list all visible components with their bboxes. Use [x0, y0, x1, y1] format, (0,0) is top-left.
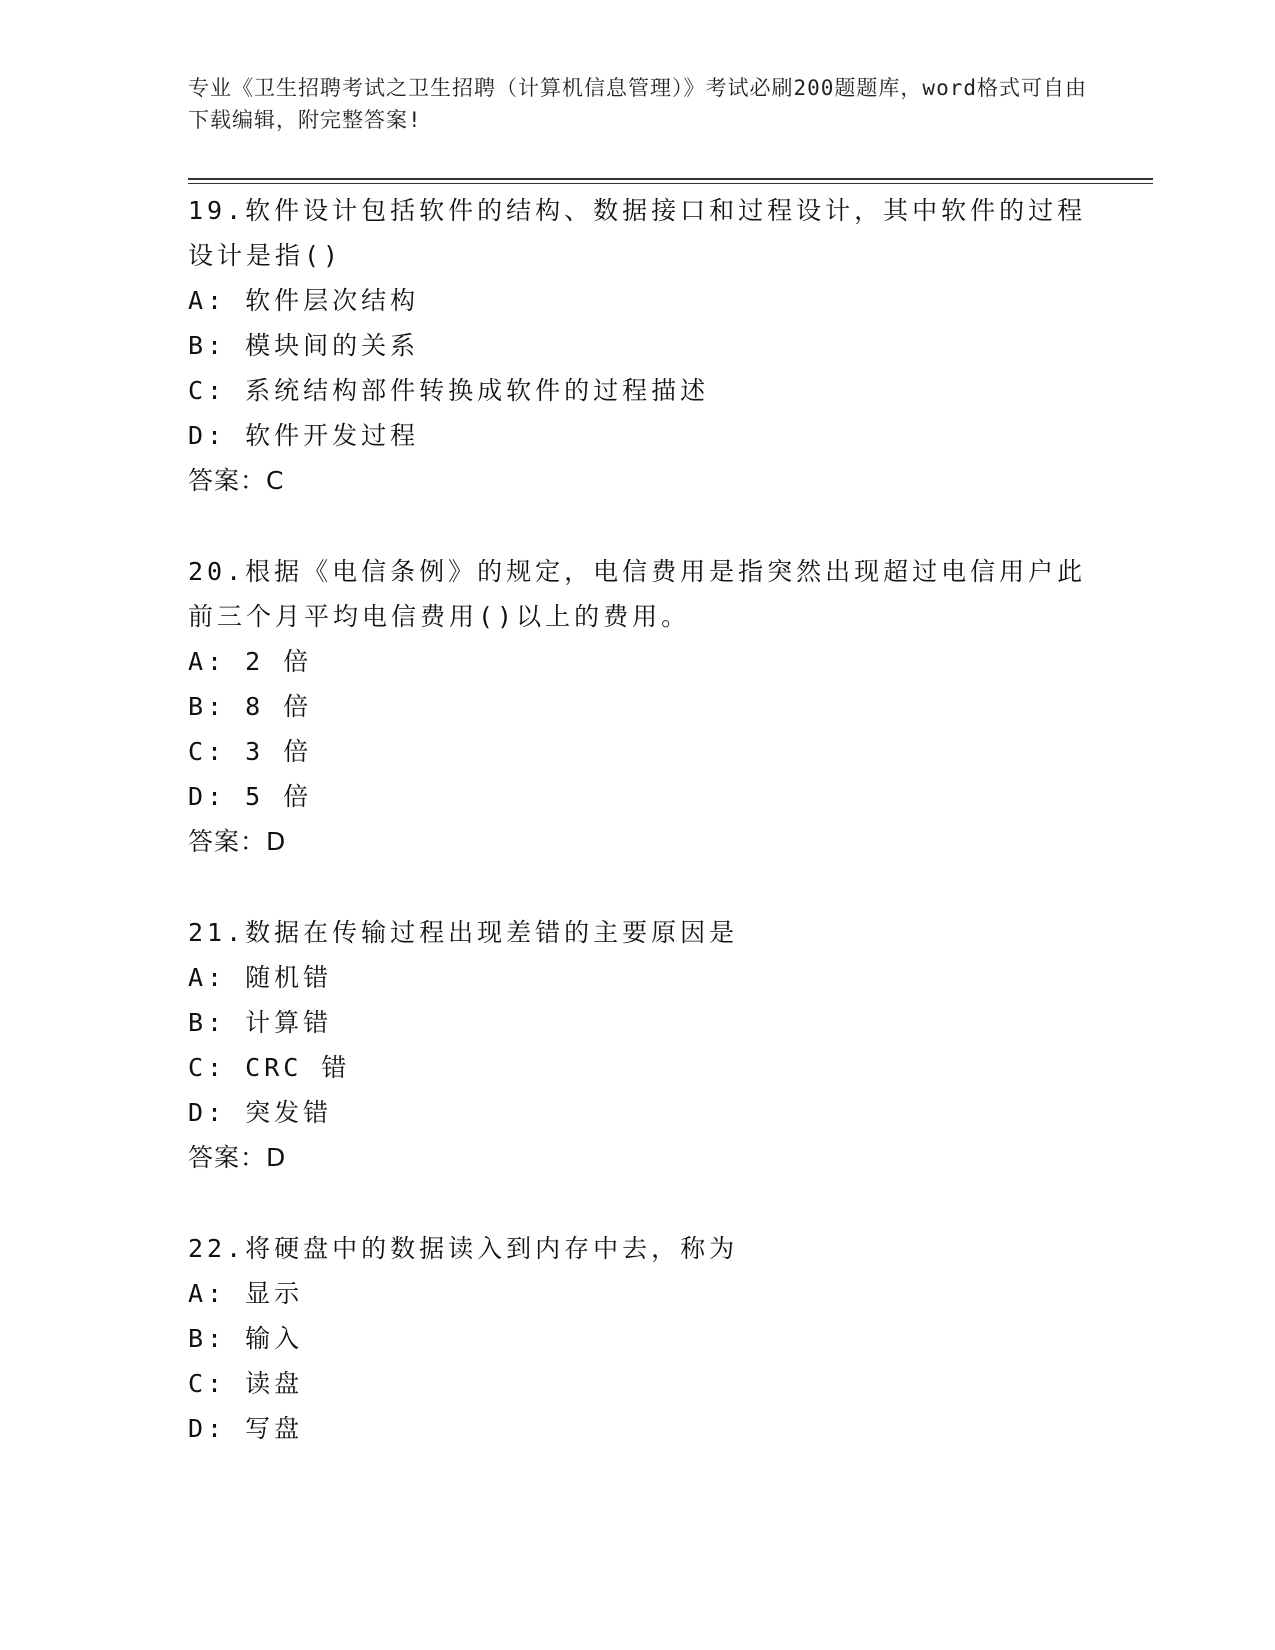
option-label: D: — [188, 421, 227, 450]
option-label: D: — [188, 1414, 227, 1443]
option-text: 软件开发过程 — [245, 421, 420, 450]
option-a — [188, 1271, 1088, 1316]
option-text: 3 倍 — [245, 737, 313, 766]
option-label: C: — [188, 1053, 227, 1082]
option-text: 写盘 — [245, 1414, 304, 1443]
option-c — [188, 368, 1088, 413]
question-stem: 21.数据在传输过程出现差错的主要原因是 — [188, 918, 739, 947]
option-label: A: — [188, 963, 227, 992]
question-20 — [188, 549, 1088, 864]
option-label: B: — [188, 331, 227, 360]
option-label: B: — [188, 1324, 227, 1353]
option-d — [188, 413, 1088, 458]
question-stem: 22.将硬盘中的数据读入到内存中去，称为 — [188, 1234, 739, 1263]
option-text: 计算错 — [245, 1008, 333, 1037]
option-a — [188, 955, 1088, 1000]
option-b — [188, 1000, 1088, 1045]
question-list — [188, 188, 1088, 1497]
answer-line — [188, 819, 1088, 864]
option-text: 显示 — [245, 1279, 304, 1308]
answer-label: 答案： — [188, 827, 267, 856]
option-d — [188, 1090, 1088, 1135]
option-label: A: — [188, 286, 227, 315]
option-text: CRC 错 — [245, 1053, 351, 1082]
option-text: 突发错 — [245, 1098, 333, 1127]
option-text: 随机错 — [245, 963, 333, 992]
header-divider-thin — [188, 183, 1153, 184]
option-c — [188, 729, 1088, 774]
option-a — [188, 639, 1088, 684]
option-text: 8 倍 — [245, 692, 313, 721]
option-b — [188, 684, 1088, 729]
answer-label: 答案： — [188, 466, 267, 495]
question-21 — [188, 910, 1088, 1180]
answer-value: D — [266, 1143, 287, 1172]
question-stem: 19.软件设计包括软件的结构、数据接口和过程设计，其中软件的过程设计是指() — [188, 196, 1087, 270]
header-divider-thick — [188, 178, 1153, 180]
option-text: 输入 — [245, 1324, 304, 1353]
option-label: C: — [188, 1369, 227, 1398]
option-text: 2 倍 — [245, 647, 313, 676]
answer-label: 答案： — [188, 1143, 267, 1172]
option-text: 系统结构部件转换成软件的过程描述 — [245, 376, 710, 405]
option-c — [188, 1045, 1088, 1090]
answer-value: C — [266, 466, 285, 495]
option-d — [188, 1406, 1088, 1451]
option-label: A: — [188, 647, 227, 676]
option-label: D: — [188, 1098, 227, 1127]
option-text: 读盘 — [245, 1369, 304, 1398]
option-text: 5 倍 — [245, 782, 313, 811]
document-header: 专业《卫生招聘考试之卫生招聘（计算机信息管理）》考试必刷200题题库，word格式可自由下载编辑，附完整答案! — [188, 76, 1087, 132]
option-a — [188, 278, 1088, 323]
option-label: B: — [188, 692, 227, 721]
option-text: 模块间的关系 — [245, 331, 420, 360]
question-22 — [188, 1226, 1088, 1451]
answer-value: D — [266, 827, 287, 856]
option-b — [188, 323, 1088, 368]
option-label: B: — [188, 1008, 227, 1037]
option-text: 软件层次结构 — [245, 286, 420, 315]
option-label: D: — [188, 782, 227, 811]
answer-line — [188, 1135, 1088, 1180]
option-label: C: — [188, 737, 227, 766]
answer-line — [188, 458, 1088, 503]
option-label: A: — [188, 1279, 227, 1308]
option-c — [188, 1361, 1088, 1406]
question-19 — [188, 188, 1088, 503]
question-stem: 20.根据《电信条例》的规定，电信费用是指突然出现超过电信用户此前三个月平均电信费用()以上的费用。 — [188, 557, 1087, 631]
option-d — [188, 774, 1088, 819]
option-label: C: — [188, 376, 227, 405]
option-b — [188, 1316, 1088, 1361]
